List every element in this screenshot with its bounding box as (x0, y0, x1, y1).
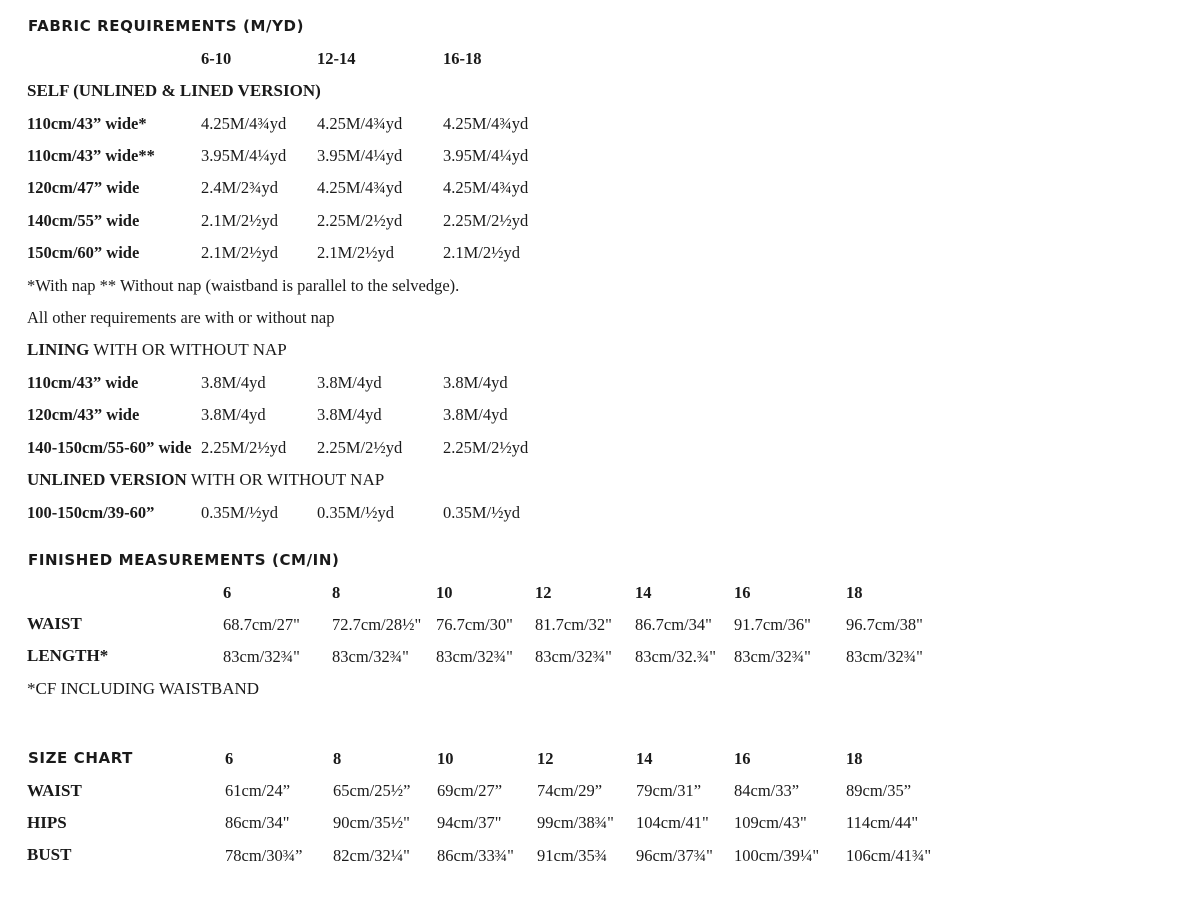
finished-size-header: 16 (734, 583, 751, 602)
size-chart-value: 74cm/29” (537, 781, 603, 800)
fabric-value: 2.1M/2½yd (317, 243, 395, 262)
finished-value: 81.7cm/32" (535, 615, 612, 634)
finished-note: *CF INCLUDING WAISTBAND (27, 679, 260, 698)
fabric-value: 3.8M/4yd (317, 405, 382, 424)
finished-size-header: 12 (535, 583, 552, 602)
fabric-value: 0.35M/½yd (201, 503, 279, 522)
size-chart-value: 65cm/25½” (333, 781, 411, 800)
fabric-value: 3.8M/4yd (201, 373, 266, 392)
fabric-width-label: 140-150cm/55-60” wide (27, 438, 192, 457)
fabric-value: 0.35M/½yd (443, 503, 521, 522)
finished-value: 86.7cm/34" (635, 615, 712, 634)
size-chart-size-header: 8 (333, 749, 342, 768)
fabric-value: 3.95M/4¼yd (317, 146, 403, 165)
size-chart-size-header: 6 (225, 749, 234, 768)
fabric-value: 3.95M/4¼yd (443, 146, 529, 165)
fabric-width-label: 140cm/55” wide (27, 211, 140, 230)
fabric-value: 3.95M/4¼yd (201, 146, 287, 165)
size-chart-value: 104cm/41" (636, 813, 709, 832)
finished-value: 83cm/32¾" (734, 647, 811, 666)
size-chart-value: 69cm/27” (437, 781, 503, 800)
fabric-value: 2.1M/2½yd (201, 211, 279, 230)
other-requirements-note: All other requirements are with or without nap (27, 308, 335, 327)
fabric-value: 2.1M/2½yd (443, 243, 521, 262)
fabric-value: 3.8M/4yd (201, 405, 266, 424)
self-section-label: SELF (UNLINED & LINED VERSION) (27, 81, 321, 100)
unlined-section-label (27, 470, 384, 490)
fabric-size-header: 12-14 (317, 49, 356, 68)
fabric-width-label: 110cm/43” wide* (27, 114, 147, 133)
fabric-width-label: 110cm/43” wide (27, 373, 139, 392)
finished-size-header: 14 (635, 583, 652, 602)
size-chart-value: 82cm/32¼" (333, 846, 410, 865)
fabric-width-label: 150cm/60” wide (27, 243, 140, 262)
size-chart-value: 79cm/31” (636, 781, 702, 800)
size-chart-value: 86cm/34" (225, 813, 290, 832)
finished-size-header: 18 (846, 583, 863, 602)
finished-value: 96.7cm/38" (846, 615, 923, 634)
fabric-width-label: 120cm/43” wide (27, 405, 140, 424)
finished-value: 68.7cm/27" (223, 615, 300, 634)
finished-value: 83cm/32¾" (535, 647, 612, 666)
size-chart-row-label: HIPS (27, 813, 67, 832)
fabric-width-label: 110cm/43” wide** (27, 146, 155, 165)
size-chart-value: 114cm/44" (846, 813, 919, 832)
size-chart-value: 100cm/39¼" (734, 846, 820, 865)
lining-section-label (27, 340, 287, 360)
finished-value: 83cm/32¾" (846, 647, 923, 666)
fabric-value: 2.1M/2½yd (201, 243, 279, 262)
finished-value: 76.7cm/30" (436, 615, 513, 634)
finished-value: 72.7cm/28½" (332, 615, 422, 634)
nap-note: *With nap ** Without nap (waistband is parallel to the selvedge). (27, 276, 460, 295)
fabric-value: 4.25M/4¾yd (317, 114, 403, 133)
unlined-label-rest: WITH OR WITHOUT NAP (186, 470, 385, 489)
fabric-value: 3.8M/4yd (443, 405, 508, 424)
finished-value: 83cm/32¾" (223, 647, 300, 666)
fabric-value: 2.25M/2½yd (317, 211, 403, 230)
finished-size-header: 10 (436, 583, 453, 602)
finished-row-label: LENGTH* (27, 646, 109, 665)
unlined-label-bold: UNLINED VERSION (27, 470, 187, 489)
size-chart-size-header: 14 (636, 749, 653, 768)
finished-size-header: 8 (332, 583, 341, 602)
size-chart-size-header: 12 (537, 749, 554, 768)
fabric-size-header: 16-18 (443, 49, 482, 68)
finished-value: 83cm/32¾" (332, 647, 409, 666)
fabric-value: 2.25M/2½yd (443, 438, 529, 457)
size-chart-value: 61cm/24” (225, 781, 291, 800)
size-chart-value: 90cm/35½" (333, 813, 410, 832)
size-chart-value: 106cm/41¾" (846, 846, 932, 865)
size-chart-size-header: 16 (734, 749, 751, 768)
size-chart-size-header: 10 (437, 749, 454, 768)
fabric-width-label: 100-150cm/39-60” (27, 503, 155, 522)
size-chart-value: 89cm/35” (846, 781, 912, 800)
size-chart-size-header: 18 (846, 749, 863, 768)
size-chart-value: 96cm/37¾" (636, 846, 713, 865)
fabric-value: 4.25M/4¾yd (317, 178, 403, 197)
finished-value: 91.7cm/36" (734, 615, 811, 634)
finished-size-header: 6 (223, 583, 232, 602)
fabric-value: 2.25M/2½yd (201, 438, 287, 457)
fabric-value: 4.25M/4¾yd (443, 178, 529, 197)
fabric-value: 2.25M/2½yd (443, 211, 529, 230)
size-chart-value: 94cm/37" (437, 813, 502, 832)
fabric-width-label: 120cm/47” wide (27, 178, 140, 197)
size-chart-row-label: WAIST (27, 781, 82, 800)
size-chart-value: 99cm/38¾" (537, 813, 614, 832)
fabric-value: 3.8M/4yd (317, 373, 382, 392)
fabric-value: 4.25M/4¾yd (201, 114, 287, 133)
size-chart-value: 78cm/30¾” (225, 846, 303, 865)
fabric-value: 0.35M/½yd (317, 503, 395, 522)
lining-label-bold: LINING (27, 340, 90, 359)
fabric-value: 3.8M/4yd (443, 373, 508, 392)
finished-row-label: WAIST (27, 614, 82, 633)
size-chart-row-label: BUST (27, 845, 72, 864)
fabric-value: 2.25M/2½yd (317, 438, 403, 457)
fabric-value: 2.4M/2¾yd (201, 178, 279, 197)
finished-value: 83cm/32.¾" (635, 647, 716, 666)
lining-label-rest: WITH OR WITHOUT NAP (89, 340, 287, 359)
size-chart-value: 109cm/43" (734, 813, 807, 832)
fabric-size-header: 6-10 (201, 49, 232, 68)
size-chart-value: 86cm/33¾" (437, 846, 514, 865)
size-chart-value: 91cm/35¾ (537, 846, 608, 865)
finished-value: 83cm/32¾" (436, 647, 513, 666)
fabric-value: 4.25M/4¾yd (443, 114, 529, 133)
fabric-heading: FABRIC REQUIREMENTS (M/YD) (28, 17, 305, 35)
size-chart-heading: SIZE CHART (28, 749, 134, 767)
size-chart-value: 84cm/33” (734, 781, 800, 800)
finished-heading: FINISHED MEASUREMENTS (CM/IN) (28, 551, 340, 569)
